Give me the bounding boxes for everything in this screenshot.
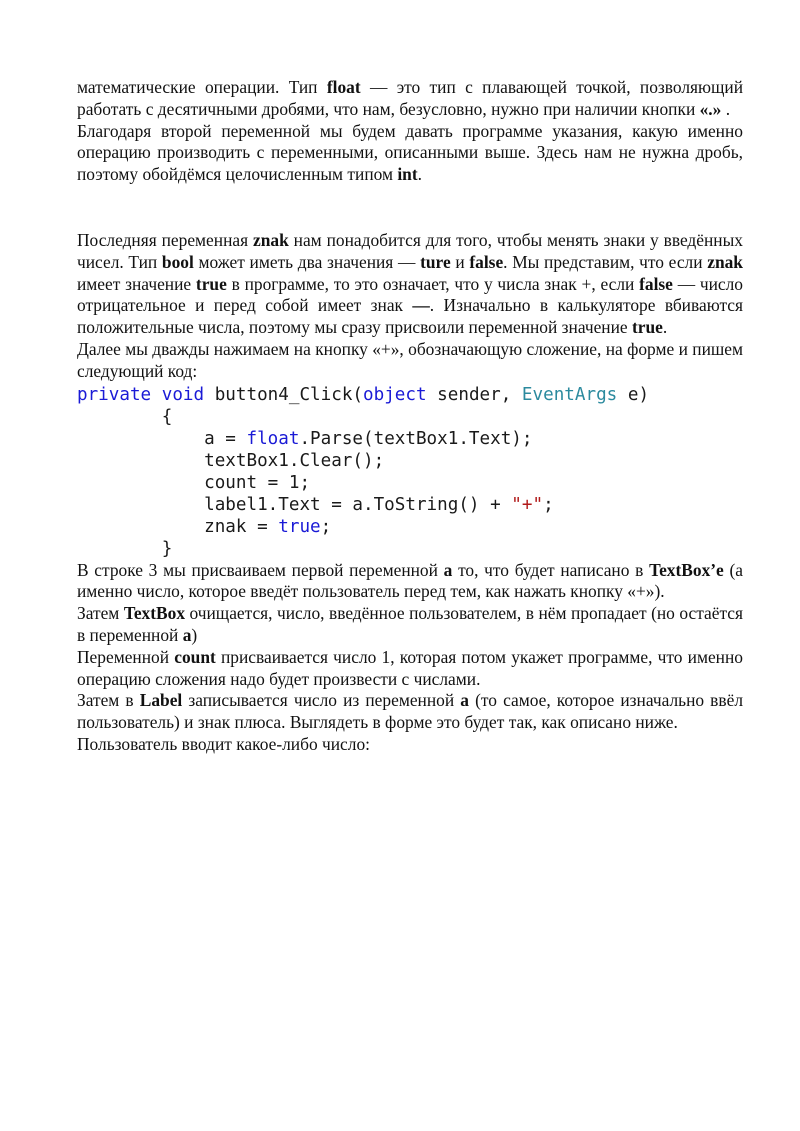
code-text: sender, [437, 384, 512, 405]
paragraph-label-written [77, 690, 743, 734]
bold-term: count [174, 646, 216, 667]
bold-term: false [469, 251, 504, 272]
bold-term: a [182, 624, 192, 645]
bold-term: a [443, 559, 453, 580]
code-keyword: private [77, 384, 152, 405]
paragraph-znak-variable [77, 230, 743, 339]
text-run: и [450, 251, 470, 272]
paragraph-int-type [77, 121, 743, 186]
code-line-2 [77, 406, 743, 428]
code-line-7 [77, 516, 743, 538]
code-line-5 [77, 472, 743, 494]
code-keyword: true [278, 516, 321, 537]
code-string: "+" [511, 494, 544, 515]
text-run: (а именно число, которое введёт пользователь перед тем, как нажать кнопку «+»). [77, 559, 743, 602]
text-run: (то самое, которое изначально ввёл пользователь) и знак плюса. Выглядеть в форме это будет так, как описано ниже. [77, 690, 744, 733]
code-text: ; [543, 494, 554, 515]
code-keyword: float [246, 428, 300, 449]
text-run: Затем [77, 603, 124, 624]
bold-term: znak [707, 251, 743, 272]
bold-term: «.» [699, 98, 722, 119]
bold-term: ture [420, 251, 451, 272]
bold-term: Label [139, 690, 183, 711]
text-run: то, что будет написано в [452, 559, 650, 580]
text-run: математические операции. Тип [77, 77, 327, 97]
paragraph-count-assigned [77, 647, 743, 691]
text-run: записывается число из переменной [182, 690, 461, 711]
text-run: — число отрицательное и перед собой имеет знак [77, 273, 744, 316]
code-type: EventArgs [521, 384, 618, 405]
bold-term: znak [253, 229, 289, 250]
code-text: label1.Text = a.ToString() + [204, 494, 512, 515]
text-run: может иметь два значения — [193, 251, 421, 272]
text-run: — это тип с плавающей точкой, позволяющий работать с десятичными дробями, что нам, безусловно, нужно при наличии кнопки [77, 77, 744, 119]
paragraph-user-enters-number [77, 734, 743, 756]
text-run: ) [191, 624, 198, 645]
code-text: count = 1; [204, 472, 311, 493]
code-line-8 [77, 538, 743, 560]
text-run: . [721, 98, 731, 119]
text-run: нам понадобится для того, чтобы менять знаки у введённых чисел. Тип [77, 229, 743, 272]
text-run: присваивается число 1, которая потом укажет программе, что именно операцию сложения надо будет произвести с числами. [77, 646, 743, 689]
code-text: .Parse(textBox1.Text); [299, 428, 533, 449]
text-run: . [417, 164, 422, 185]
text-run: имеет значение [77, 273, 196, 294]
bold-term: int [397, 164, 418, 185]
bold-term: TextBox [123, 603, 186, 624]
code-text: znak = [204, 516, 279, 537]
code-keyword: void [161, 384, 205, 405]
code-line-1 [77, 384, 743, 406]
text-run: . Изначально в калькуляторе вбиваются положительные числа, поэтому мы сразу присвоили переменной значение [77, 295, 743, 338]
code-text: button4_Click( [214, 384, 364, 405]
text-run: Далее мы дважды нажимаем на кнопку «+», обозначающую сложение, на форме и пишем следующий код: [77, 338, 743, 381]
code-keyword: object [363, 384, 427, 405]
text-run: Пользователь вводит какое-либо число: [77, 733, 370, 754]
paragraph-textbox-cleared [77, 603, 743, 647]
bold-term: — [412, 295, 430, 316]
bold-term: bool [161, 251, 194, 272]
code-text: ; [320, 516, 332, 537]
text-run: очищается, число, введённое пользователем, в нём пропадает (но остаётся в переменной [77, 603, 744, 645]
text-run: Последняя переменная [77, 229, 253, 250]
bold-term: a [460, 690, 469, 711]
text-run: В строке 3 мы присваиваем первой переменной [77, 559, 444, 580]
bold-term: false [639, 273, 673, 294]
text-run: Переменной [77, 646, 175, 667]
text-run: . [662, 317, 668, 338]
paragraph-float-type [77, 77, 743, 121]
code-text: e) [627, 384, 650, 405]
code-line-6 [77, 494, 743, 516]
code-text: a = [204, 428, 247, 449]
text-run: Благодаря второй переменной мы будем давать программе указания, какую именно операцию производить с переменными, описанными выше. Здесь нам не нужна дробь, поэтому обойдёмся целочисленным типом [77, 120, 743, 185]
text-run: . Мы представим, что если [503, 251, 708, 272]
bold-term: TextBox’e [649, 559, 724, 580]
bold-term: float [326, 77, 361, 97]
text-run: в программе, то это означает, что у числа знак +, если [226, 273, 640, 294]
code-text: } [161, 538, 173, 559]
bold-term: true [195, 273, 227, 294]
paragraph-line3-explained [77, 560, 743, 604]
code-text: { [161, 406, 173, 427]
bold-term: true [632, 317, 663, 338]
code-line-4 [77, 450, 743, 472]
document-page [77, 77, 743, 756]
text-run: Затем в [77, 690, 140, 711]
code-block [77, 384, 743, 560]
paragraph-gap [77, 186, 743, 230]
paragraph-code-intro [77, 339, 743, 383]
code-line-3 [77, 428, 743, 450]
code-text: textBox1.Clear(); [204, 450, 385, 471]
